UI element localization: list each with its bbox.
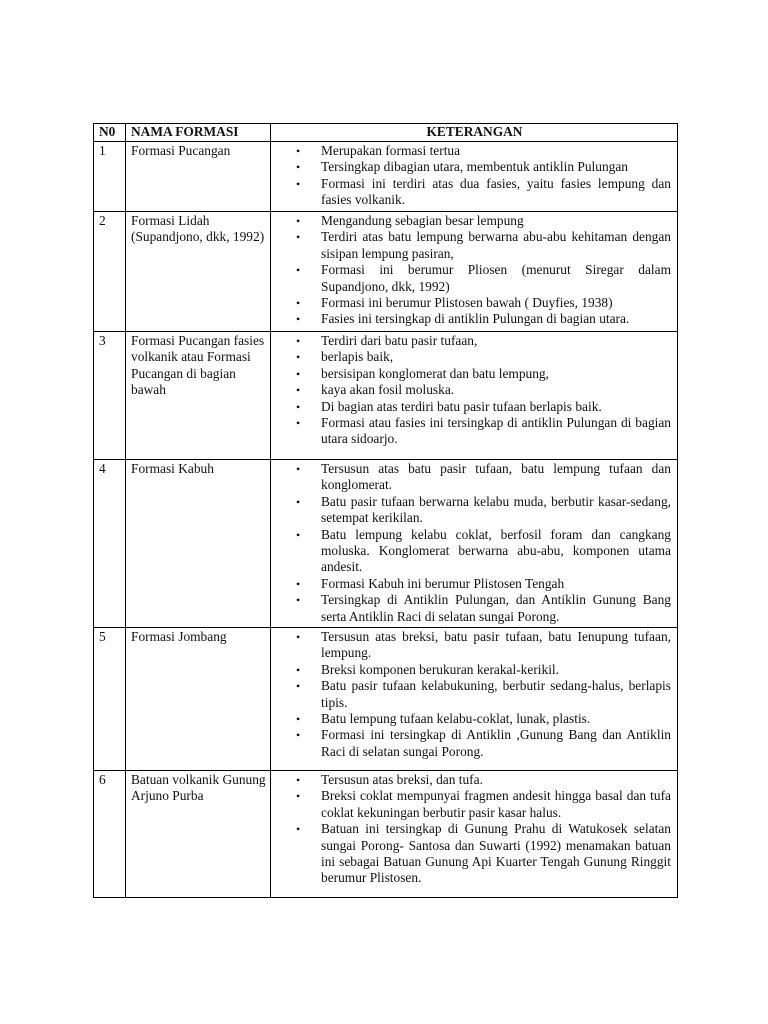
list-item bbox=[276, 678, 673, 711]
list-item bbox=[276, 461, 673, 494]
bullet-icon: • bbox=[296, 334, 301, 348]
list-item-text: Formasi ini terdiri atas dua fasies, yaitu fasies lempung dan fasies volkanik. bbox=[321, 175, 671, 208]
bullet-icon: • bbox=[296, 296, 301, 311]
list-item bbox=[276, 176, 673, 209]
list-item bbox=[276, 711, 673, 727]
list-item bbox=[276, 382, 673, 398]
bullet-icon: • bbox=[296, 366, 301, 381]
bullet-icon: • bbox=[296, 494, 301, 509]
row-number: 3 bbox=[94, 332, 126, 460]
list-item-text: Mengandung sebagian besar lempung bbox=[321, 213, 524, 228]
formation-name: Formasi Pucangan bbox=[126, 142, 271, 212]
table-row bbox=[94, 460, 678, 628]
description-cell bbox=[271, 628, 678, 771]
list-item bbox=[276, 494, 673, 527]
list-item bbox=[276, 295, 673, 311]
bullet-icon: • bbox=[296, 712, 301, 727]
bullet-icon: • bbox=[296, 176, 301, 191]
list-item bbox=[276, 143, 673, 159]
list-item bbox=[276, 399, 673, 415]
list-item bbox=[276, 333, 673, 349]
bullet-icon: • bbox=[296, 160, 301, 175]
list-item bbox=[276, 213, 673, 229]
list-item-text: Formasi ini berumur Plistosen bawah ( Duyfies, 1938) bbox=[321, 295, 613, 311]
bullet-icon: • bbox=[296, 350, 301, 365]
table-row bbox=[94, 142, 678, 212]
bullet-icon: • bbox=[296, 399, 301, 414]
list-item-text: Tersusun atas batu pasir tufaan, batu lempung tufaan dan konglomerat. bbox=[321, 461, 671, 493]
bullet-icon: • bbox=[296, 462, 301, 476]
list-item bbox=[276, 311, 673, 327]
list-item-text: Di bagian atas terdiri batu pasir tufaan berlapis baik. bbox=[321, 398, 602, 414]
list-item bbox=[276, 576, 673, 592]
list-item bbox=[276, 727, 673, 760]
list-item bbox=[276, 349, 673, 365]
list-item-text: Tersingkap dibagian utara, membentuk antiklin Pulungan bbox=[321, 159, 628, 175]
bullet-icon: • bbox=[296, 822, 301, 837]
table-row bbox=[94, 771, 678, 898]
bullet-icon: • bbox=[296, 576, 301, 591]
bullet-icon: • bbox=[296, 383, 301, 398]
table-row bbox=[94, 628, 678, 771]
bullet-icon: • bbox=[296, 312, 301, 327]
row-number: 6 bbox=[94, 771, 126, 898]
list-item bbox=[276, 592, 673, 625]
list-item-text: berlapis baik, bbox=[321, 349, 394, 365]
formation-name: Formasi Lidah (Supandjono, dkk, 1992) bbox=[126, 212, 271, 332]
list-item-text: Terdiri atas batu lempung berwarna abu-abu kehitaman dengan sisipan lempung pasiran, bbox=[321, 229, 671, 261]
list-item-text: Fasies ini tersingkap di antiklin Pulungan di bagian utara. bbox=[321, 311, 630, 327]
list-item-text: Batu pasir tufaan berwarna kelabu muda, berbutir kasar-sedang, setempat kerikilan. bbox=[321, 493, 671, 526]
bullet-icon: • bbox=[296, 789, 301, 804]
list-item-text: Batu lempung kelabu coklat, berfosil foram dan cangkang moluska. Konglomerat berwarna abu-abu, komponen utama andesit. bbox=[321, 526, 671, 575]
list-item bbox=[276, 229, 673, 262]
description-list bbox=[276, 333, 673, 448]
bullet-icon: • bbox=[296, 630, 301, 644]
list-item bbox=[276, 159, 673, 175]
description-list bbox=[276, 461, 673, 625]
list-item-text: Batu lempung tufaan kelabu-coklat, lunak, plastis. bbox=[321, 711, 591, 727]
table-row bbox=[94, 332, 678, 460]
header-nama-formasi: NAMA FORMASI bbox=[126, 124, 271, 142]
list-item-text: Breksi coklat mempunyai fragmen andesit hingga basal dan tufa coklat kekuningan berbutir pasir kasar halus. bbox=[321, 788, 671, 820]
row-number: 1 bbox=[94, 142, 126, 212]
description-list bbox=[276, 143, 673, 209]
row-number: 4 bbox=[94, 460, 126, 628]
description-list bbox=[276, 772, 673, 887]
list-item-text: Terdiri dari batu pasir tufaan, bbox=[321, 333, 478, 348]
header-keterangan: KETERANGAN bbox=[271, 124, 678, 142]
formation-name: Batuan volkanik Gunung Arjuno Purba bbox=[126, 771, 271, 898]
bullet-icon: • bbox=[296, 728, 301, 743]
description-cell bbox=[271, 142, 678, 212]
formation-name: Formasi Pucangan fasies volkanik atau Formasi Pucangan di bagian bawah bbox=[126, 332, 271, 460]
list-item-text: Tersingkap di Antiklin Pulungan, dan Antiklin Gunung Bang serta Antiklin Raci di selatan sungai Porong. bbox=[321, 592, 671, 624]
list-item-text: Formasi atau fasies ini tersingkap di antiklin Pulungan di bagian utara sidoarjo. bbox=[321, 415, 671, 447]
description-cell bbox=[271, 332, 678, 460]
description-list bbox=[276, 629, 673, 760]
bullet-icon: • bbox=[296, 144, 301, 158]
list-item-text: Merupakan formasi tertua bbox=[321, 143, 461, 158]
list-item-text: Formasi ini berumur Pliosen (menurut Siregar dalam Supandjono, dkk, 1992) bbox=[321, 262, 671, 294]
bullet-icon: • bbox=[296, 773, 301, 787]
list-item-text: kaya akan fosil moluska. bbox=[321, 382, 455, 398]
list-item bbox=[276, 262, 673, 295]
list-item-text: bersisipan konglomerat dan batu lempung, bbox=[321, 365, 549, 381]
list-item-text: Formasi Kabuh ini berumur Plistosen Tengah bbox=[321, 575, 565, 591]
row-number: 2 bbox=[94, 212, 126, 332]
table-header-row bbox=[94, 124, 678, 142]
list-item bbox=[276, 415, 673, 448]
bullet-icon: • bbox=[296, 527, 301, 542]
list-item bbox=[276, 772, 673, 788]
formation-name: Formasi Kabuh bbox=[126, 460, 271, 628]
list-item-text: Tersusun atas breksi, dan tufa. bbox=[321, 772, 483, 787]
formasi-table bbox=[93, 123, 678, 898]
list-item bbox=[276, 366, 673, 382]
list-item bbox=[276, 788, 673, 821]
list-item bbox=[276, 629, 673, 662]
description-cell bbox=[271, 460, 678, 628]
list-item-text: Formasi ini tersingkap di Antiklin ,Gunung Bang dan Antiklin Raci di selatan sungai Porong. bbox=[321, 727, 671, 759]
description-cell bbox=[271, 212, 678, 332]
bullet-icon: • bbox=[296, 679, 301, 694]
bullet-icon: • bbox=[296, 593, 301, 608]
bullet-icon: • bbox=[296, 263, 301, 278]
bullet-icon: • bbox=[296, 416, 301, 431]
bullet-icon: • bbox=[296, 662, 301, 677]
description-list bbox=[276, 213, 673, 328]
list-item-text: Tersusun atas breksi, batu pasir tufaan, batu Ienupung tufaan, lempung. bbox=[321, 629, 671, 661]
list-item bbox=[276, 662, 673, 678]
list-item bbox=[276, 527, 673, 576]
list-item-text: Breksi komponen berukuran kerakal-kerikil. bbox=[321, 661, 559, 677]
list-item-text: Batuan ini tersingkap di Gunung Prahu di Watukosek selatan sungai Porong- Santosa dan Suwarti (1992) menamakan batuan ini sebagai Batuan Gunung Api Kuarter Tengah Gunung Ringgit berumur Plistosen. bbox=[321, 821, 671, 886]
bullet-icon: • bbox=[296, 230, 301, 245]
list-item bbox=[276, 821, 673, 887]
bullet-icon: • bbox=[296, 214, 301, 228]
table-row bbox=[94, 212, 678, 332]
formation-name: Formasi Jombang bbox=[126, 628, 271, 771]
header-no: N0 bbox=[94, 124, 126, 142]
description-cell bbox=[271, 771, 678, 898]
row-number: 5 bbox=[94, 628, 126, 771]
list-item-text: Batu pasir tufaan kelabukuning, berbutir sedang-halus, berlapis tipis. bbox=[321, 678, 671, 710]
